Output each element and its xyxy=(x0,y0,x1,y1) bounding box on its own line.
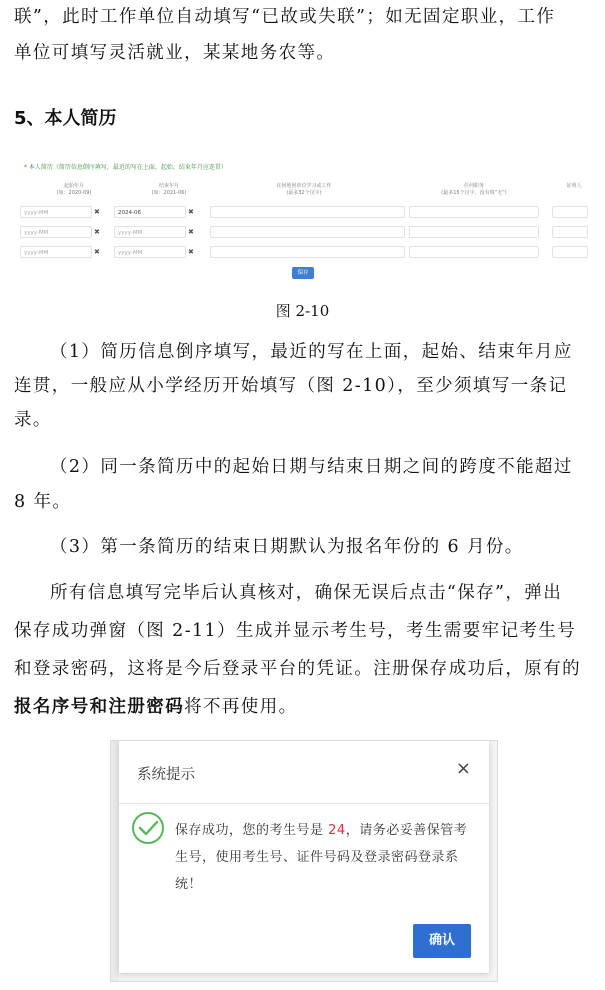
dialog-title: 系统提示 xyxy=(137,767,195,783)
paragraph-line: 单位可填写灵活就业，某某地务农等。 xyxy=(14,43,336,63)
clear-icon[interactable]: ✖ xyxy=(94,208,100,216)
paragraph-line xyxy=(14,690,594,724)
end-date-input[interactable]: yyyy-MM xyxy=(114,246,186,258)
witness-input[interactable] xyxy=(552,246,588,258)
col-header-witness: 证明人 xyxy=(566,183,582,189)
org-input[interactable] xyxy=(210,226,405,238)
role-input[interactable] xyxy=(409,226,539,238)
col-header-start: 起始年月 (如：2020-09) xyxy=(56,183,92,196)
role-input[interactable] xyxy=(409,206,539,218)
resume-form-screenshot xyxy=(14,150,594,285)
role-input[interactable] xyxy=(409,246,539,258)
col-header-org: 在何地何单位学习或工作 (最多32个汉字) xyxy=(276,183,332,196)
clear-icon[interactable]: ✖ xyxy=(188,228,194,236)
clear-icon[interactable]: ✖ xyxy=(94,228,100,236)
clear-icon[interactable]: ✖ xyxy=(94,248,100,256)
col-header-end: 结束年月 (如：2021-06) xyxy=(151,183,187,196)
paragraph-line: 录。 xyxy=(14,410,52,430)
witness-input[interactable] xyxy=(552,226,588,238)
paragraph-line: 和登录密码，这将是今后登录平台的凭证。注册保存成功后，原有的 xyxy=(14,659,581,679)
exam-number: 24 xyxy=(328,823,346,838)
resume-form-title: * 本人简历（简历信息倒序填写，最近的写在上面，起始、结束年月应连贯） xyxy=(24,164,227,171)
confirm-button[interactable]: 确认 xyxy=(413,924,471,958)
paragraph-line: 8 年。 xyxy=(14,492,72,512)
close-icon[interactable]: × xyxy=(455,758,471,779)
paragraph-line: （3）第一条简历的结束日期默认为报名年份的 6 月份。 xyxy=(50,537,524,557)
end-date-input[interactable]: yyyy-MM xyxy=(114,226,186,238)
paragraph-line: 保存成功弹窗（图 2-11）生成并显示考生号，考生需要牢记考生号 xyxy=(14,621,577,641)
bold-phrase: 报名序号和注册密码 xyxy=(14,697,185,717)
end-date-input[interactable]: 2024-06 xyxy=(114,206,186,218)
system-dialog xyxy=(119,741,489,973)
clear-icon[interactable]: ✖ xyxy=(188,208,194,216)
dialog-header xyxy=(119,741,489,804)
witness-input[interactable] xyxy=(552,206,588,218)
paragraph-tail: 将不再使用。 xyxy=(184,697,298,717)
org-input[interactable] xyxy=(210,206,405,218)
start-date-input[interactable]: yyyy-MM xyxy=(20,246,92,258)
org-input[interactable] xyxy=(210,246,405,258)
paragraph-line: （2）同一条简历中的起始日期与结束日期之间的跨度不能超过 xyxy=(50,457,573,477)
paragraph-line: 联”，此时工作单位自动填写“已故或失联”；如无固定职业，工作 xyxy=(14,7,556,27)
dialog-message: 保存成功，您的考生号是 24，请务必妥善保管考生号，使用考生号、证件号码及登录密码登录系统！ xyxy=(175,823,468,892)
figure-caption: 图 2-10 xyxy=(275,302,330,320)
clear-icon[interactable]: ✖ xyxy=(188,248,194,256)
save-button[interactable]: 保存 xyxy=(292,267,314,279)
section-heading: 5、本人简历 xyxy=(14,108,117,129)
start-date-input[interactable]: yyyy-MM xyxy=(20,206,92,218)
paragraph-line: 连贯，一般应从小学经历开始填写（图 2-10），至少须填写一条记 xyxy=(14,376,568,396)
success-check-icon xyxy=(131,811,165,845)
background-strip xyxy=(111,741,119,981)
dialog-screenshot xyxy=(110,740,498,982)
paragraph-line: （1）简历信息倒序填写，最近的写在上面，起始、结束年月应 xyxy=(50,342,573,362)
start-date-input[interactable]: yyyy-MM xyxy=(20,226,92,238)
paragraph-line: 所有信息填写完毕后认真核对，确保无误后点击“保存”，弹出 xyxy=(50,583,563,603)
col-header-role: 任何职务 (最多15个汉字，没有填“无”) xyxy=(441,183,507,196)
